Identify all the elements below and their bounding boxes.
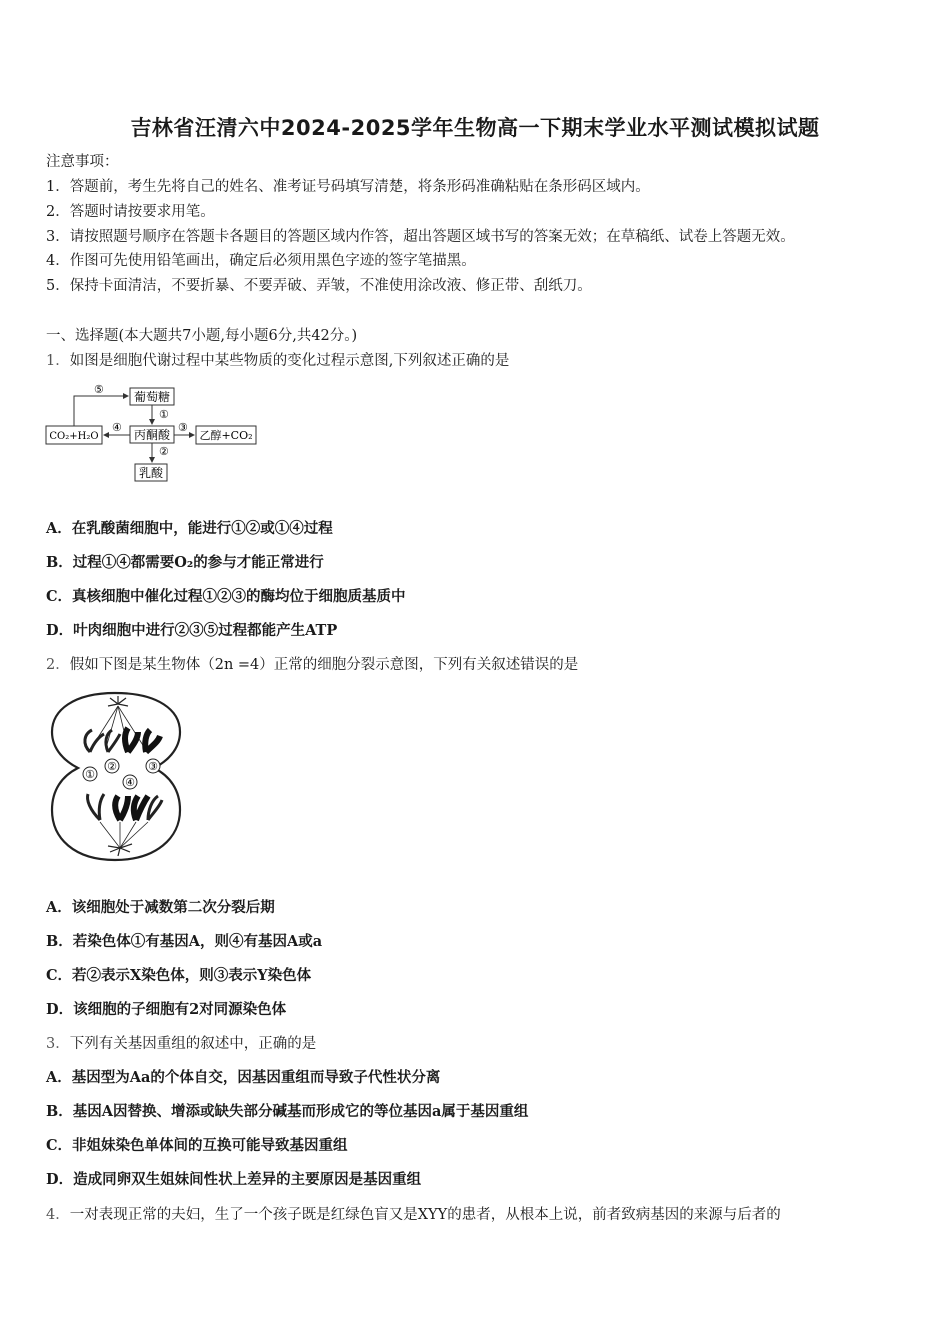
co2-h2o-label: CO₂+H₂O: [49, 431, 99, 442]
option-d: D．叶肉细胞中进行②③⑤过程都能产生ATP: [46, 622, 338, 639]
label-4: ④: [112, 421, 122, 434]
notice-heading: 注意事项：: [46, 154, 119, 170]
question-number: 1．: [46, 353, 70, 369]
lactic-label: 乳酸: [138, 466, 164, 480]
chromosome-4-label: ④: [125, 776, 135, 789]
section-heading: 一、选择题(本大题共7小题,每小题6分,共42分。): [46, 328, 358, 344]
metabolism-diagram: [44, 380, 260, 486]
question-number: 4．: [46, 1207, 70, 1223]
question-stem: 下列有关基因重组的叙述中，正确的是: [69, 1036, 317, 1052]
option-d: D．该细胞的子细胞有2对同源染色体: [46, 1001, 287, 1018]
question-number: 3．: [46, 1036, 70, 1052]
option-c: C．非姐妹染色单体间的互换可能导致基因重组: [46, 1137, 348, 1154]
question-number: 2．: [46, 657, 70, 673]
question-4: [46, 1206, 781, 1224]
option-d: D．造成同卵双生姐妹间性状上差异的主要原因是基因重组: [46, 1171, 422, 1188]
notice-item: 3．请按照题号顺序在答题卡各题目的答题区域内作答，超出答题区域书写的答案无效；在草稿纸、试卷上答题无效。: [46, 229, 795, 245]
chromosome-1-label: ①: [85, 768, 95, 781]
chromosome-2-label: ②: [107, 760, 117, 773]
chromosome-3-label: ③: [148, 760, 158, 773]
option-c: C．真核细胞中催化过程①②③的酶均位于细胞质基质中: [46, 588, 406, 605]
question-stem: 如图是细胞代谢过程中某些物质的变化过程示意图,下列叙述正确的是: [69, 353, 510, 369]
option-b: B．基因A因替换、增添或缺失部分碱基而形成它的等位基因a属于基因重组: [46, 1103, 529, 1120]
page-title: 吉林省汪清六中2024-2025学年生物高一下期末学业水平测试模拟试题: [130, 116, 820, 140]
label-3: ③: [178, 421, 188, 434]
cell-membrane: [52, 693, 180, 860]
question-stem: 一对表现正常的夫妇，生了一个孩子既是红绿色盲又是XYY的患者，从根本上说，前者致病基因的来源与后者的: [69, 1207, 781, 1223]
option-a: A．基因型为Aa的个体自交，因基因重组而导致子代性状分离: [46, 1069, 441, 1086]
notice-item: 2．答题时请按要求用笔。: [46, 204, 215, 220]
option-b: B．若染色体①有基因A，则④有基因A或a: [46, 933, 323, 950]
question-2: [46, 656, 578, 674]
glucose-label: 葡萄糖: [133, 390, 171, 404]
question-stem: 假如下图是某生物体（2n =4）正常的细胞分裂示意图，下列有关叙述错误的是: [69, 657, 579, 673]
pyruvate-label: 丙酮酸: [133, 428, 171, 442]
ethanol-label: 乙醇+CO₂: [199, 429, 253, 442]
label-5: ⑤: [94, 383, 104, 396]
option-a: A．在乳酸菌细胞中，能进行①②或①④过程: [46, 520, 333, 537]
notice-item: 5．保持卡面清洁，不要折暴、不要弄破、弄皱，不准使用涂改液、修正带、刮纸刀。: [46, 278, 592, 294]
option-c: C．若②表示X染色体，则③表示Y染色体: [46, 967, 312, 984]
option-a: A．该细胞处于减数第二次分裂后期: [46, 899, 275, 916]
question-1: [46, 352, 509, 370]
question-3: [46, 1035, 316, 1053]
label-1: ①: [159, 408, 169, 421]
option-b: B．过程①④都需要O₂的参与才能正常进行: [46, 554, 324, 571]
label-2: ②: [159, 445, 169, 458]
notice-item: 4．作图可先使用铅笔画出，确定后必须用黑色字迹的签字笔描黑。: [46, 253, 476, 269]
cell-division-diagram: [48, 690, 183, 865]
notice-item: 1．答题前，考生先将自己的姓名、准考证号码填写清楚，将条形码准确粘贴在条形码区域内。: [46, 179, 650, 195]
